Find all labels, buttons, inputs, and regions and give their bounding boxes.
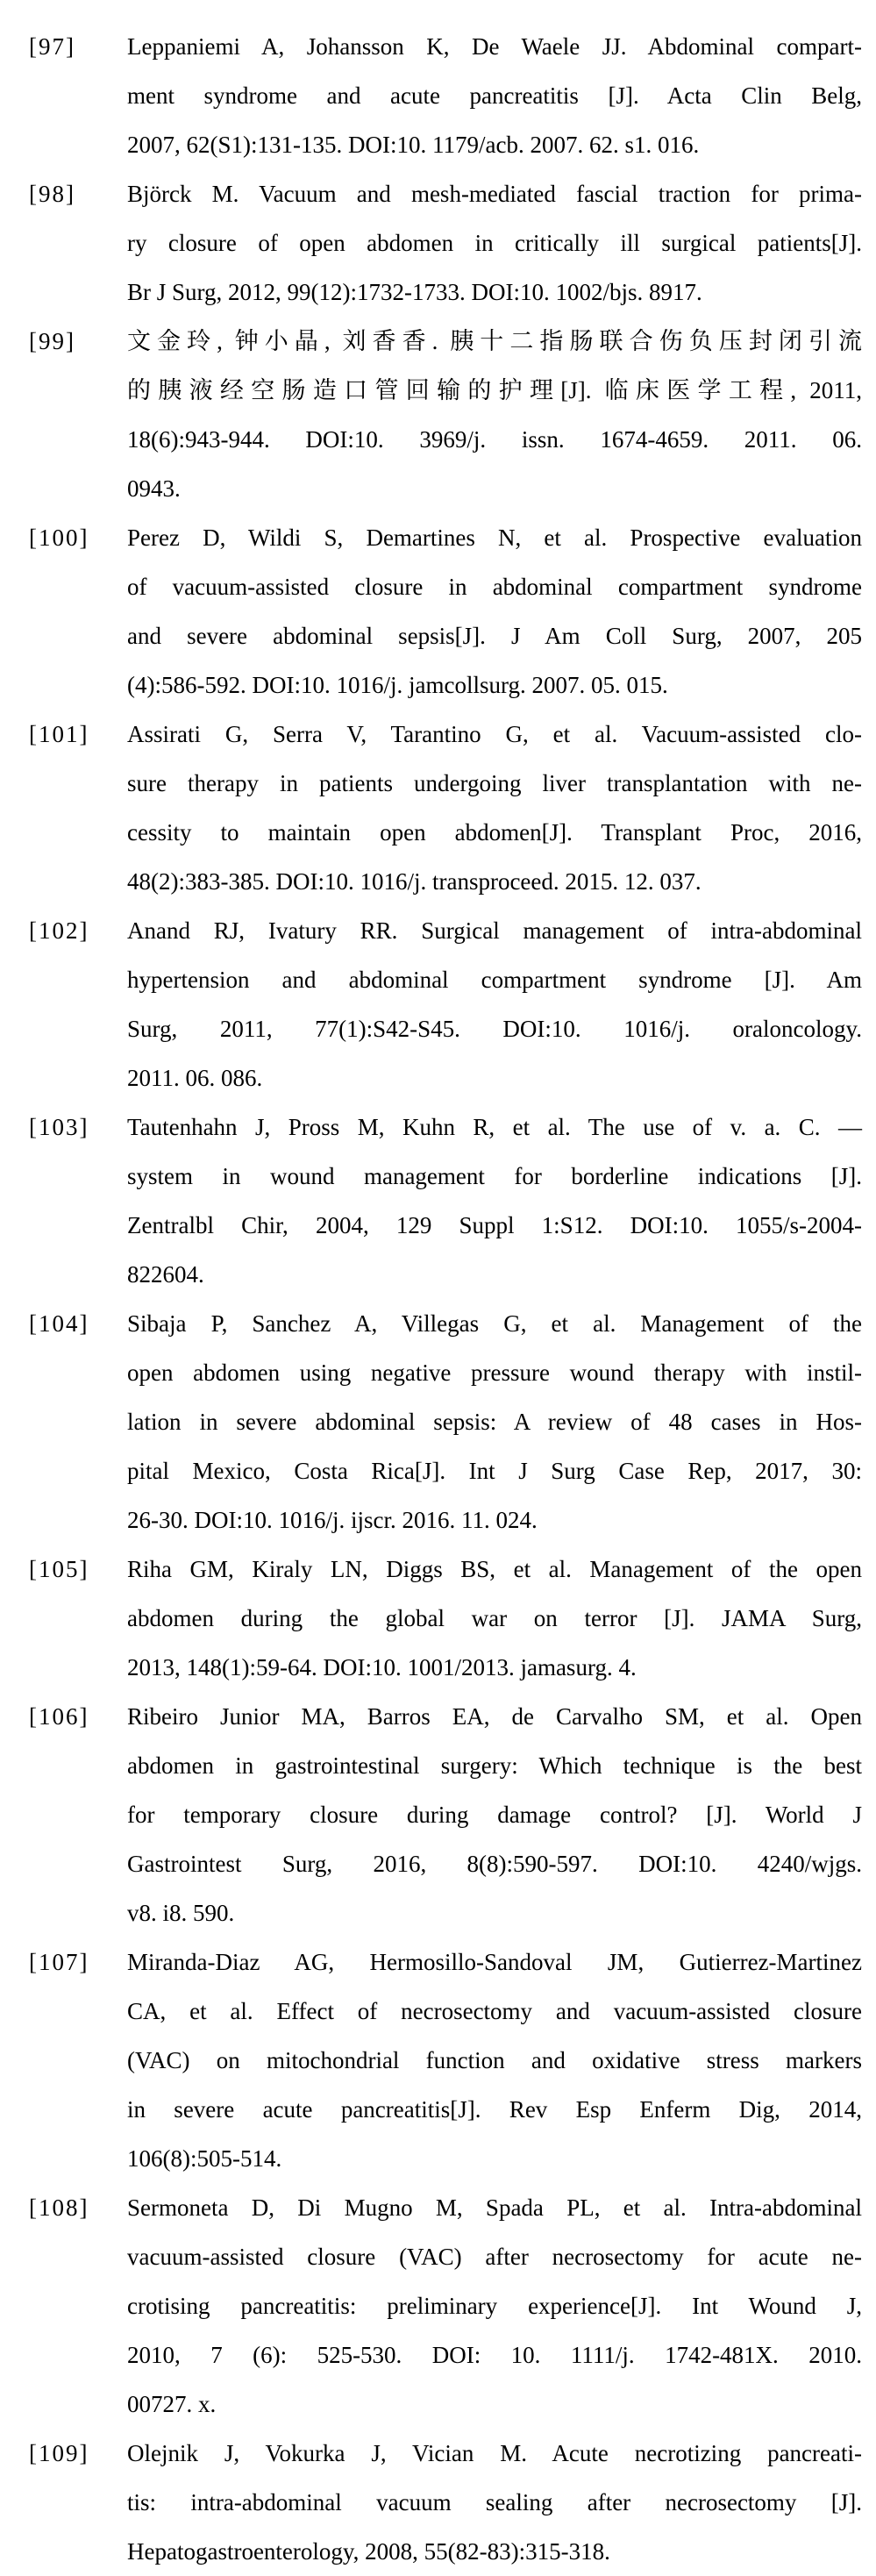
reference-number: [102]: [29, 917, 89, 944]
reference-item: [0, 1692, 876, 1937]
reference-line: Gastrointest Surg, 2016, 8(8):590-597. DOI:10. 4240/wjgs.: [127, 1851, 862, 1877]
reference-line: 106(8):505-514.: [127, 2145, 282, 2172]
reference-line: Sibaja P, Sanchez A, Villegas G, et al. Management of the: [127, 1310, 862, 1337]
reference-line: 2007, 62(S1):131-135. DOI:10. 1179/acb. 2007. 62. s1. 016.: [127, 132, 700, 158]
reference-body: [127, 2429, 862, 2576]
reference-line: Anand RJ, Ivatury RR. Surgical management of intra-abdominal: [127, 917, 862, 944]
reference-line: 2013, 148(1):59-64. DOI:10. 1001/2013. jamasurg. 4.: [127, 1654, 637, 1680]
reference-item: [0, 1937, 876, 2183]
reference-body: [127, 1299, 862, 1545]
reference-line: (4):586-592. DOI:10. 1016/j. jamcollsurg. 2007. 05. 015.: [127, 672, 668, 698]
reference-line: tis: intra-abdominal vacuum sealing after necrosectomy [J].: [127, 2489, 862, 2515]
reference-line: 文金玲, 钟小晶, 刘香香. 胰十二指肠联合伤负压封闭引流: [127, 328, 862, 354]
reference-number: [104]: [29, 1310, 89, 1337]
reference-line: Assirati G, Serra V, Tarantino G, et al. Vacuum-assisted clo-: [127, 721, 862, 747]
reference-item: [0, 22, 876, 169]
reference-number: [97]: [29, 33, 75, 60]
reference-line: Olejnik J, Vokurka J, Vician M. Acute necrotizing pancreati-: [127, 2440, 862, 2466]
reference-item: [0, 1102, 876, 1299]
reference-line: ry closure of open abdomen in critically ill surgical patients[J].: [127, 230, 862, 256]
reference-line: in severe acute pancreatitis[J]. Rev Esp Enferm Dig, 2014,: [127, 2096, 862, 2123]
reference-number: [98]: [29, 181, 75, 207]
reference-body: [127, 1102, 862, 1299]
reference-line: 的胰液经空肠造口管回输的护理[J]. 临床医学工程, 2011,: [127, 377, 862, 403]
reference-body: [127, 22, 862, 169]
reference-line: of vacuum-assisted closure in abdominal compartment syndrome: [127, 574, 862, 600]
reference-item: [0, 710, 876, 906]
reference-line: ment syndrome and acute pancreatitis [J]. Acta Clin Belg,: [127, 82, 862, 109]
reference-line: cessity to maintain open abdomen[J]. Transplant Proc, 2016,: [127, 819, 862, 846]
reference-line: sure therapy in patients undergoing liver transplantation with ne-: [127, 770, 862, 796]
reference-item: [0, 1299, 876, 1545]
reference-line: pital Mexico, Costa Rica[J]. Int J Surg Case Rep, 2017, 30:: [127, 1458, 862, 1484]
reference-line: Br J Surg, 2012, 99(12):1732-1733. DOI:10. 1002/bjs. 8917.: [127, 279, 702, 305]
reference-line: Miranda-Diaz AG, Hermosillo-Sandoval JM, Gutierrez-Martinez: [127, 1949, 862, 1975]
reference-line: Leppaniemi A, Johansson K, De Waele JJ. Abdominal compart-: [127, 33, 862, 60]
reference-item: [0, 317, 876, 513]
reference-line: 26-30. DOI:10. 1016/j. ijscr. 2016. 11. 024.: [127, 1507, 538, 1533]
reference-line: CA, et al. Effect of necrosectomy and vacuum-assisted closure: [127, 1998, 862, 2024]
reference-number: [107]: [29, 1949, 89, 1975]
reference-line: for temporary closure during damage control? [J]. World J: [127, 1802, 862, 1828]
reference-line: Ribeiro Junior MA, Barros EA, de Carvalho SM, et al. Open: [127, 1703, 862, 1730]
reference-line: abdomen in gastrointestinal surgery: Which technique is the best: [127, 1752, 862, 1779]
reference-line: and severe abdominal sepsis[J]. J Am Coll Surg, 2007, 205: [127, 623, 862, 649]
reference-body: [127, 317, 862, 513]
reference-line: vacuum-assisted closure (VAC) after necrosectomy for acute ne-: [127, 2244, 862, 2270]
reference-number: [106]: [29, 1703, 89, 1730]
reference-number: [105]: [29, 1556, 89, 1582]
reference-number: [100]: [29, 524, 89, 551]
reference-item: [0, 2183, 876, 2429]
reference-line: 0943.: [127, 475, 181, 502]
reference-line: Zentralbl Chir, 2004, 129 Suppl 1:S12. DOI:10. 1055/s-2004-: [127, 1212, 862, 1238]
reference-line: 18(6):943-944. DOI:10. 3969/j. issn. 1674-4659. 2011. 06.: [127, 426, 862, 453]
reference-number: [99]: [29, 328, 75, 354]
reference-number: [108]: [29, 2194, 89, 2221]
reference-number: [103]: [29, 1114, 89, 1140]
reference-line: v8. i8. 590.: [127, 1900, 235, 1926]
reference-body: [127, 169, 862, 317]
reference-line: open abdomen using negative pressure wound therapy with instil-: [127, 1359, 862, 1386]
reference-line: abdomen during the global war on terror [J]. JAMA Surg,: [127, 1605, 862, 1631]
reference-body: [127, 710, 862, 906]
reference-body: [127, 2183, 862, 2429]
reference-line: system in wound management for borderline indications [J].: [127, 1163, 862, 1189]
reference-line: Tautenhahn J, Pross M, Kuhn R, et al. The use of v. a. C. —: [127, 1114, 862, 1140]
reference-list: [0, 22, 876, 2576]
reference-body: [127, 1937, 862, 2183]
reference-line: lation in severe abdominal sepsis: A review of 48 cases in Hos-: [127, 1409, 862, 1435]
reference-line: Sermoneta D, Di Mugno M, Spada PL, et al. Intra-abdominal: [127, 2194, 862, 2221]
reference-item: [0, 169, 876, 317]
reference-item: [0, 906, 876, 1102]
reference-line: 822604.: [127, 1261, 204, 1288]
reference-item: [0, 1545, 876, 1692]
reference-body: [127, 1692, 862, 1937]
reference-number: [101]: [29, 721, 89, 747]
reference-line: Riha GM, Kiraly LN, Diggs BS, et al. Management of the open: [127, 1556, 862, 1582]
reference-body: [127, 1545, 862, 1692]
reference-line: crotising pancreatitis: preliminary experience[J]. Int Wound J,: [127, 2293, 862, 2319]
reference-item: [0, 513, 876, 710]
reference-line: 48(2):383-385. DOI:10. 1016/j. transproceed. 2015. 12. 037.: [127, 868, 702, 895]
reference-line: Perez D, Wildi S, Demartines N, et al. Prospective evaluation: [127, 524, 862, 551]
reference-body: [127, 513, 862, 710]
reference-line: Surg, 2011, 77(1):S42-S45. DOI:10. 1016/j. oraloncology.: [127, 1016, 862, 1042]
reference-line: Hepatogastroenterology, 2008, 55(82-83):315-318.: [127, 2538, 610, 2565]
reference-line: 2011. 06. 086.: [127, 1065, 263, 1091]
reference-line: 2010, 7 (6): 525-530. DOI: 10. 1111/j. 1742-481X. 2010.: [127, 2342, 862, 2368]
reference-item: [0, 2429, 876, 2576]
reference-line: 00727. x.: [127, 2391, 217, 2417]
reference-number: [109]: [29, 2440, 89, 2466]
reference-line: hypertension and abdominal compartment syndrome [J]. Am: [127, 967, 862, 993]
reference-body: [127, 906, 862, 1102]
reference-line: (VAC) on mitochondrial function and oxidative stress markers: [127, 2047, 862, 2073]
reference-line: Björck M. Vacuum and mesh-mediated fascial traction for prima-: [127, 181, 862, 207]
